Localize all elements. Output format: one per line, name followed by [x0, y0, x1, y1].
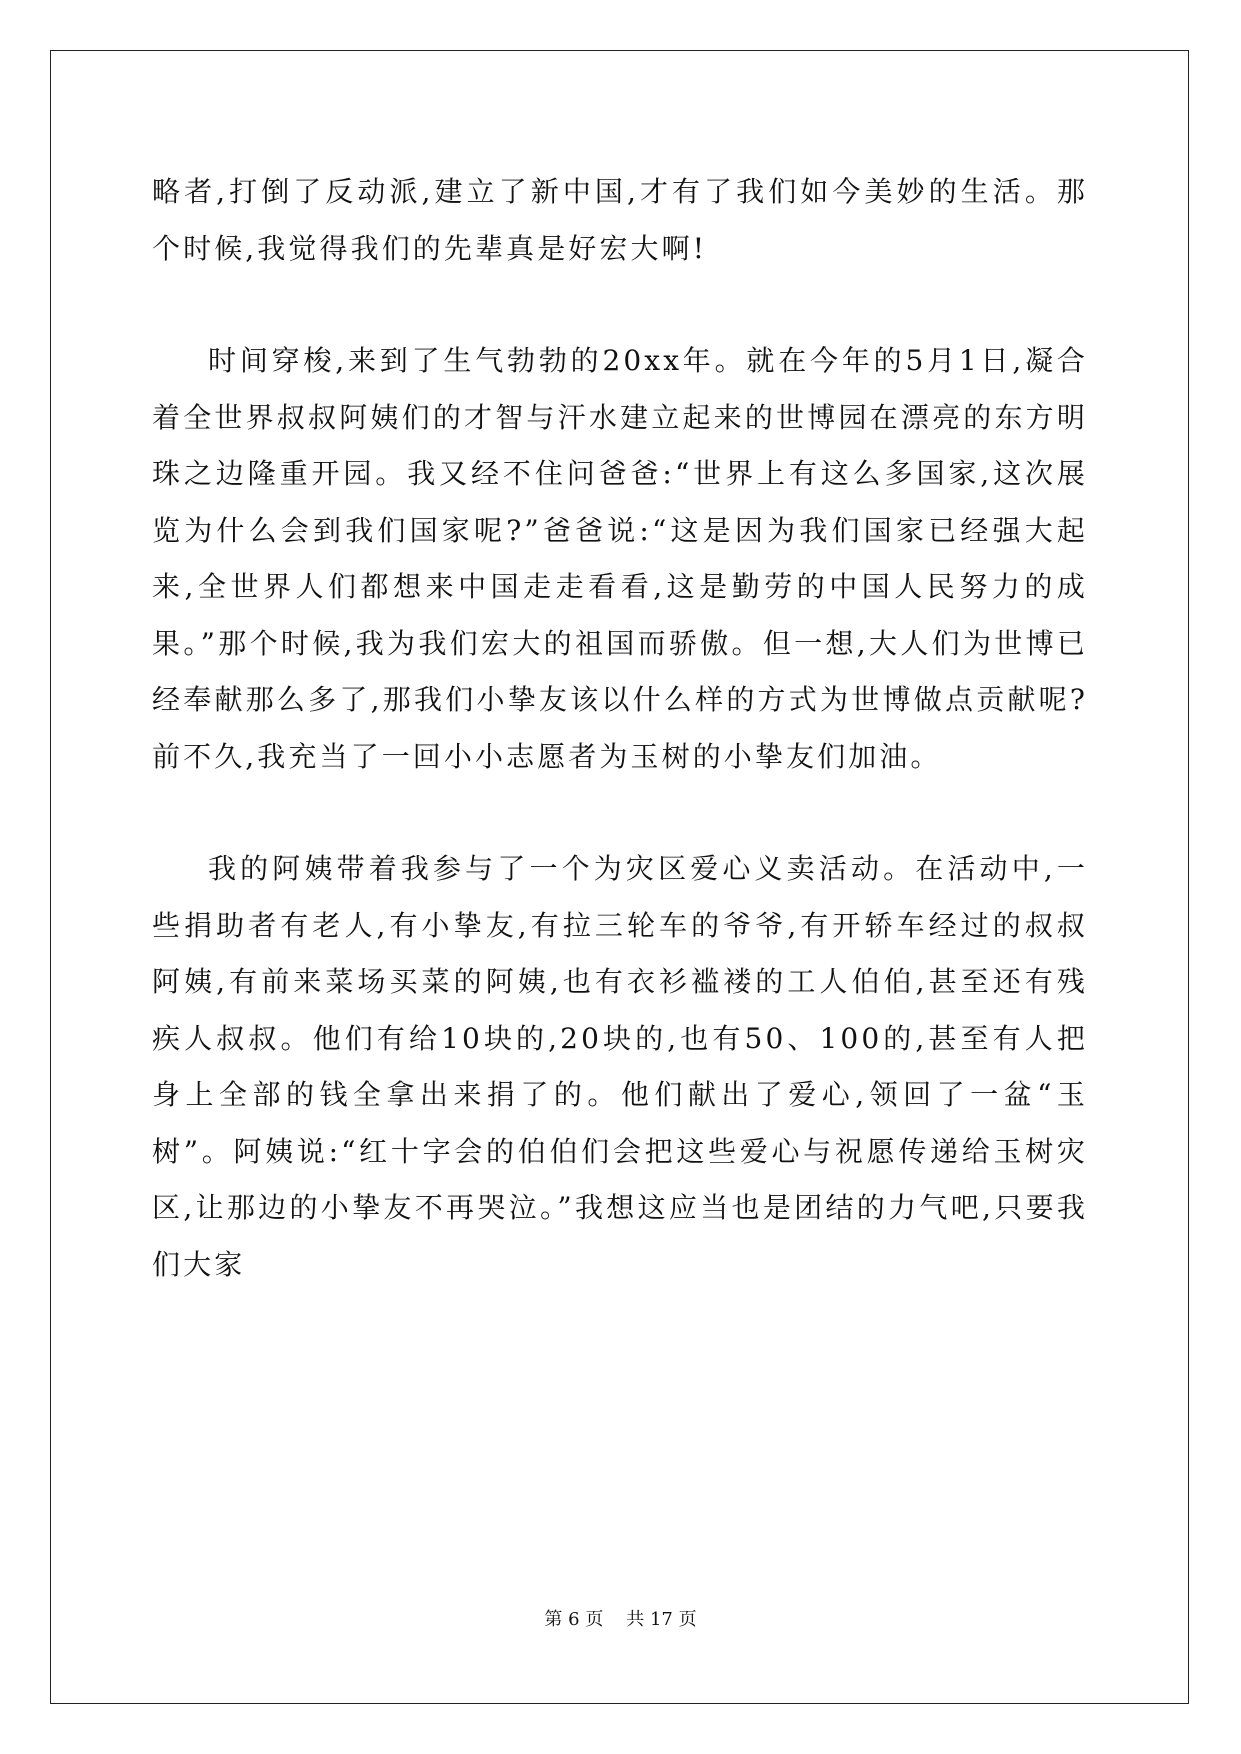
paragraph-1: 略者,打倒了反动派,建立了新中国,才有了我们如今美妙的生活。那个时候,我觉得我们的先辈真是好宏大啊!: [152, 175, 1088, 265]
paragraph-2: 时间穿梭,来到了生气勃勃的20xx年。就在今年的5月1日,凝合着全世界叔叔阿姨们的才智与汗水建立起来的世博园在漂亮的东方明珠之边隆重开园。我又经不住问爸爸:“世界上有这么多国家,这次展览为什么会到我们国家呢?”爸爸说:“这是因为我们国家已经强大起来,全世界人们都想来中国走走看看,这是勤劳的中国人民努力的成果。”那个时候,我为我们宏大的祖国而骄傲。但一想,大人们为世博已经奉献那么多了,那我们小挚友该以什么样的方式为世博做点贡献呢?前不久,我充当了一回小小志愿者为玉树的小挚友们加油。: [152, 344, 1088, 773]
paragraph-3: 我的阿姨带着我参与了一个为灾区爱心义卖活动。在活动中,一些捐助者有老人,有小挚友,有拉三轮车的爷爷,有开轿车经过的叔叔阿姨,有前来菜场买菜的阿姨,也有衣衫褴褛的工人伯伯,甚至还有残疾人叔叔。他们有给10块的,20块的,也有50、100的,甚至有人把身上全部的钱全拿出来捐了的。他们献出了爱心,领回了一盆“玉树”。阿姨说:“红十字会的伯伯们会把这些爱心与祝愿传递给玉树灾区,让那边的小挚友不再哭泣。”我想这应当也是团结的力气吧,只要我们大家: [152, 852, 1088, 1281]
page-total: 共 17 页: [626, 1609, 697, 1630]
document-body: [152, 164, 1088, 1293]
page-footer: [0, 1605, 1241, 1631]
page-number: 第 6 页: [544, 1609, 604, 1630]
